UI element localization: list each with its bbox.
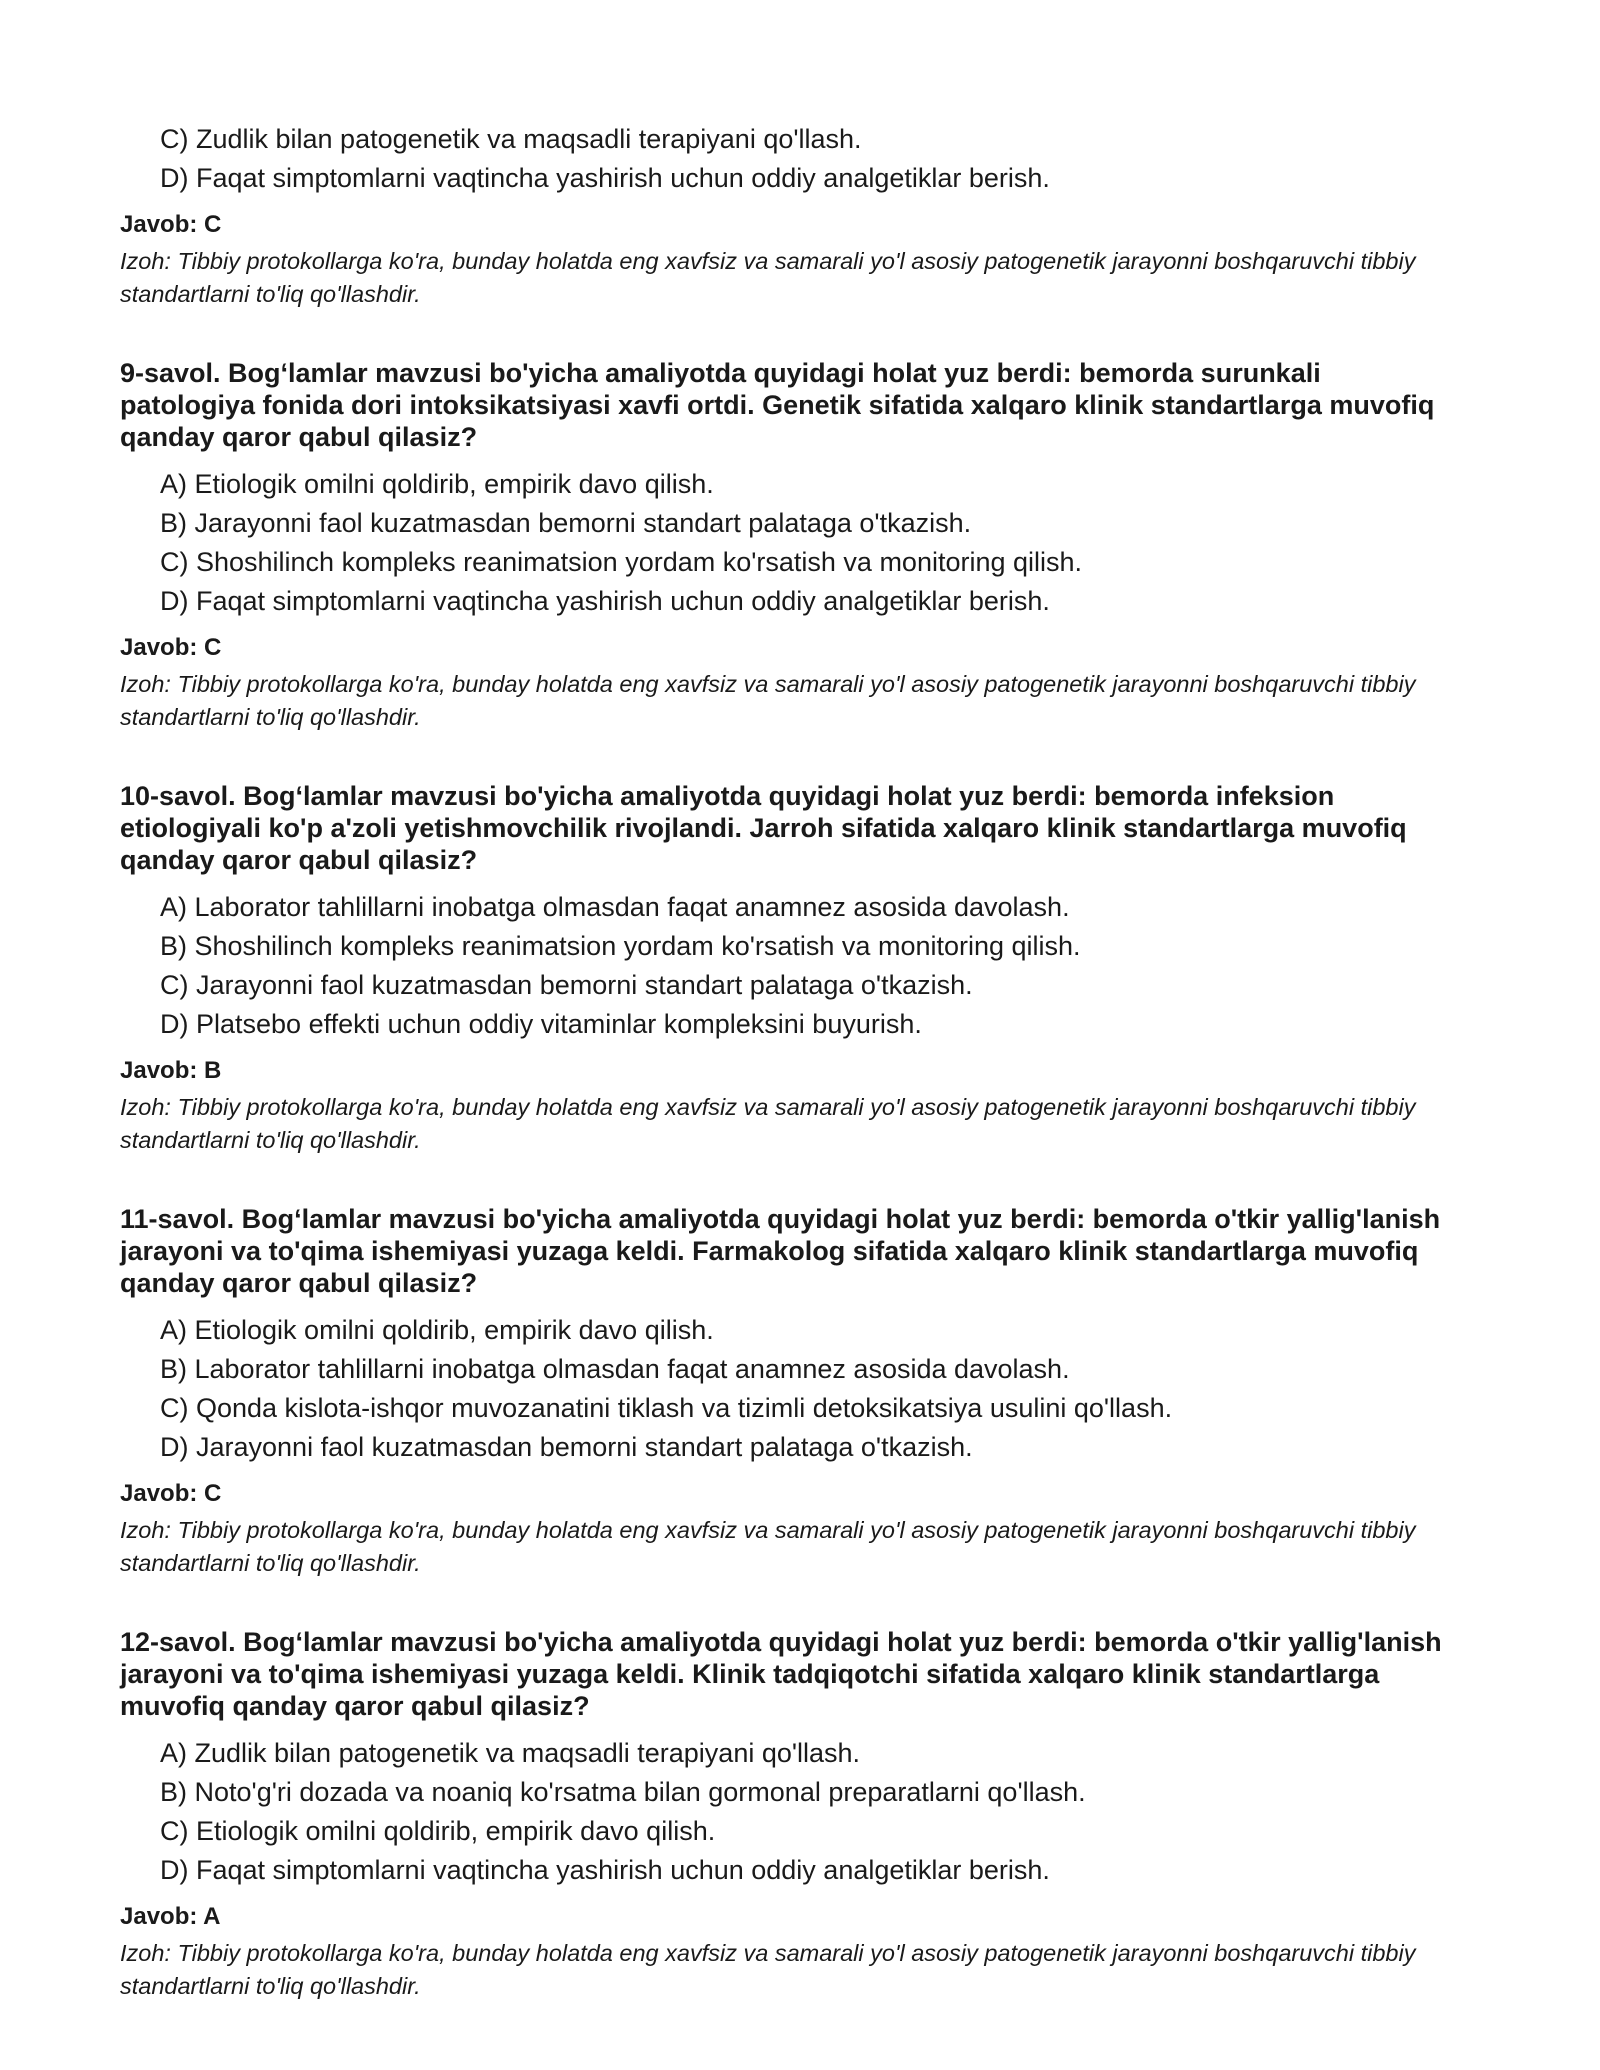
question-title: 10-savol. Bog‘lamlar mavzusi bo'yicha amaliyotda quyidagi holat yuz berdi: bemorda infeksion etiologiyali ko'p a'zoli yetishmovchilik rivojlandi. Jarroh sifatida xalqaro klinik standartlarga muvofiq qanday qaror qabul qilasiz?	[120, 781, 1407, 875]
question-block-10	[120, 780, 1460, 1157]
answer-option: A) Etiologik omilni qoldirib, empirik davo qilish.	[160, 469, 714, 499]
document-page	[120, 120, 1460, 2003]
question-block-12	[120, 1626, 1460, 2003]
question-title: 12-savol. Bog‘lamlar mavzusi bo'yicha amaliyotda quyidagi holat yuz berdi: bemorda o'tkir yallig'lanish jarayoni va to'qima ishemiyasi yuzaga keldi. Klinik tadqiqotchi sifatida xalqaro klinik standartlarga muvofiq qanday qaror qabul qilasiz?	[120, 1627, 1442, 1721]
explanation-note: Izoh: Tibbiy protokollarga ko'ra, bunday holatda eng xavfsiz va samarali yo'l asosiy patogenetik jarayonni boshqaruvchi tibbiy standartlarni to'liq qo'llashdir.	[120, 1094, 1416, 1153]
answer-option: B) Noto'g'ri dozada va noaniq ko'rsatma bilan gormonal preparatlarni qo'llash.	[160, 1777, 1086, 1807]
answer-option: C) Jarayonni faol kuzatmasdan bemorni standart palataga o'tkazish.	[160, 970, 973, 1000]
question-block-11	[120, 1203, 1460, 1580]
answer-option: C) Shoshilinch kompleks reanimatsion yordam ko'rsatish va monitoring qilish.	[160, 547, 1083, 577]
answer-option: D) Faqat simptomlarni vaqtincha yashirish uchun oddiy analgetiklar berish.	[160, 586, 1050, 616]
answer-key: Javob: A	[120, 1903, 221, 1930]
explanation-note: Izoh: Tibbiy protokollarga ko'ra, bunday holatda eng xavfsiz va samarali yo'l asosiy patogenetik jarayonni boshqaruvchi tibbiy standartlarni to'liq qo'llashdir.	[120, 248, 1416, 307]
answer-option: C) Qonda kislota-ishqor muvozanatini tiklash va tizimli detoksikatsiya usulini qo'llash.	[160, 1393, 1173, 1423]
answer-option: A) Etiologik omilni qoldirib, empirik davo qilish.	[160, 1315, 714, 1345]
answer-key: Javob: B	[120, 1057, 222, 1084]
answer-option: D) Jarayonni faol kuzatmasdan bemorni standart palataga o'tkazish.	[160, 1432, 973, 1462]
question-block-9	[120, 357, 1460, 734]
answer-option: B) Shoshilinch kompleks reanimatsion yordam ko'rsatish va monitoring qilish.	[160, 931, 1081, 961]
answer-option: D) Platsebo effekti uchun oddiy vitaminlar kompleksini buyurish.	[160, 1009, 922, 1039]
explanation-note: Izoh: Tibbiy protokollarga ko'ra, bunday holatda eng xavfsiz va samarali yo'l asosiy patogenetik jarayonni boshqaruvchi tibbiy standartlarni to'liq qo'llashdir.	[120, 1517, 1416, 1576]
explanation-note: Izoh: Tibbiy protokollarga ko'ra, bunday holatda eng xavfsiz va samarali yo'l asosiy patogenetik jarayonni boshqaruvchi tibbiy standartlarni to'liq qo'llashdir.	[120, 1940, 1416, 1999]
answer-option: C) Zudlik bilan patogenetik va maqsadli terapiyani qo'llash.	[160, 124, 862, 154]
answer-option: D) Faqat simptomlarni vaqtincha yashirish uchun oddiy analgetiklar berish.	[160, 163, 1050, 193]
answer-option: C) Etiologik omilni qoldirib, empirik davo qilish.	[160, 1816, 716, 1846]
question-title: 9-savol. Bog‘lamlar mavzusi bo'yicha amaliyotda quyidagi holat yuz berdi: bemorda surunkali patologiya fonida dori intoksikatsiyasi xavfi ortdi. Genetik sifatida xalqaro klinik standartlarga muvofiq qanday qaror qabul qilasiz?	[120, 358, 1435, 452]
question-title: 11-savol. Bog‘lamlar mavzusi bo'yicha amaliyotda quyidagi holat yuz berdi: bemorda o'tkir yallig'lanish jarayoni va to'qima ishemiyasi yuzaga keldi. Farmakolog sifatida xalqaro klinik standartlarga muvofiq qanday qaror qabul qilasiz?	[120, 1204, 1441, 1298]
answer-key: Javob: C	[120, 1480, 222, 1507]
answer-option: B) Jarayonni faol kuzatmasdan bemorni standart palataga o'tkazish.	[160, 508, 972, 538]
answer-option: A) Laborator tahlillarni inobatga olmasdan faqat anamnez asosida davolash.	[160, 892, 1070, 922]
answer-key: Javob: C	[120, 634, 222, 661]
answer-key: Javob: C	[120, 211, 222, 238]
answer-option: A) Zudlik bilan patogenetik va maqsadli terapiyani qo'llash.	[160, 1738, 861, 1768]
answer-option: B) Laborator tahlillarni inobatga olmasdan faqat anamnez asosida davolash.	[160, 1354, 1070, 1384]
answer-option: D) Faqat simptomlarni vaqtincha yashirish uchun oddiy analgetiklar berish.	[160, 1855, 1050, 1885]
question-block-8-tail	[120, 120, 1460, 311]
explanation-note: Izoh: Tibbiy protokollarga ko'ra, bunday holatda eng xavfsiz va samarali yo'l asosiy patogenetik jarayonni boshqaruvchi tibbiy standartlarni to'liq qo'llashdir.	[120, 671, 1416, 730]
